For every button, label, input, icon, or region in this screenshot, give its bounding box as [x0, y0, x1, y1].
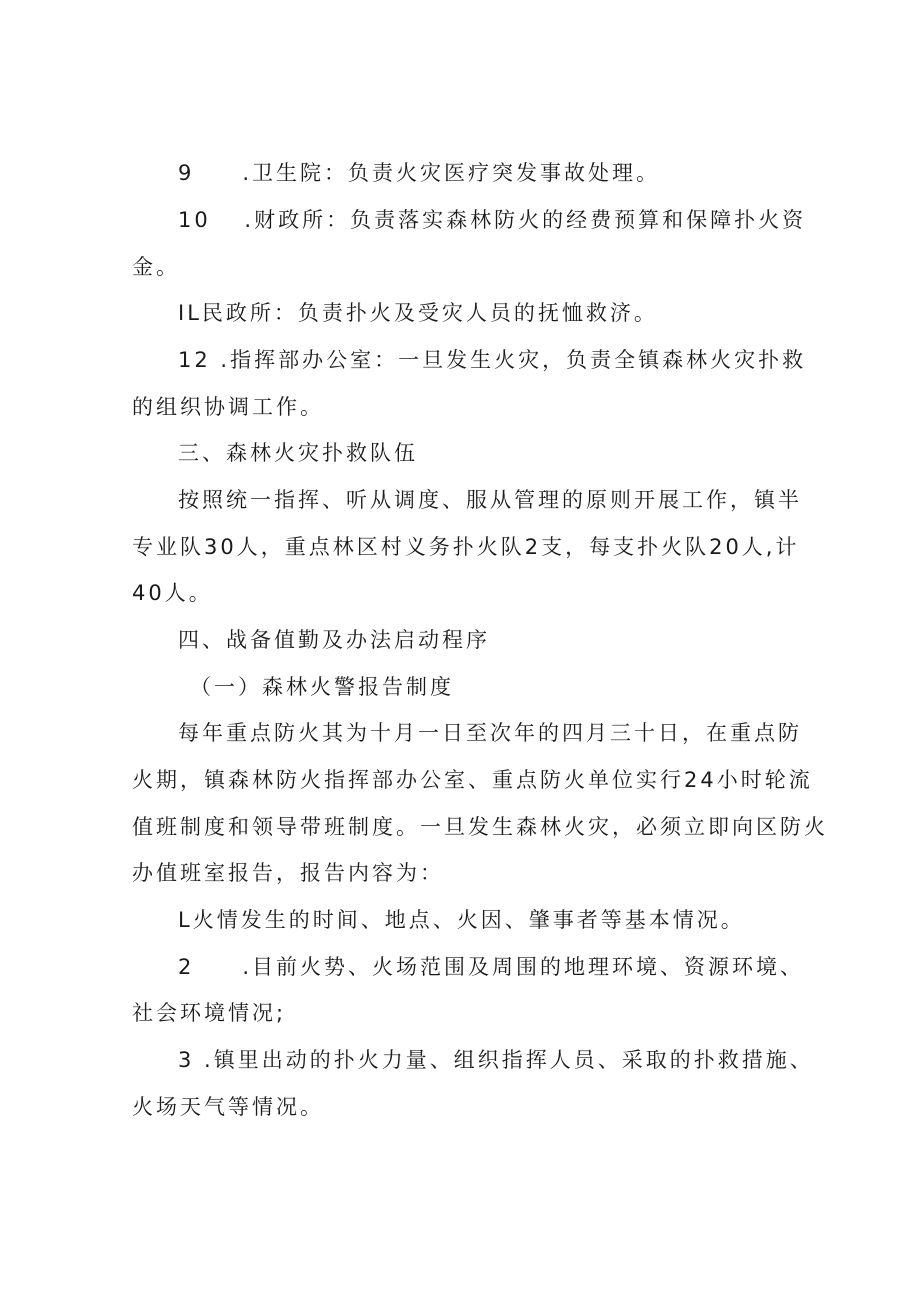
paragraph-line: 40人。: [132, 581, 213, 605]
list-item-report-2: 2 .目前火势、火场范围及周围的地理环境、资源环境、: [178, 955, 805, 979]
paragraph-line: 办值班室报告，报告内容为：: [132, 861, 444, 885]
list-item-finance: 10 .财政所：负责落实森林防火的经费预算和保障扑火资: [178, 208, 807, 232]
list-item-report-1: L火情发生的时间、地点、火因、肇事者等基本情况。: [178, 908, 745, 932]
section-heading-3: 三、森林火灾扑救队伍: [178, 441, 418, 465]
subsection-heading-1: （一）森林火警报告制度: [190, 675, 454, 699]
paragraph-line: 按照统一指挥、听从调度、服从管理的原则开展工作，镇半: [178, 488, 802, 512]
paragraph-line: 值班制度和领导带班制度。一旦发生森林火灾，必须立即向区防火: [132, 815, 828, 839]
list-item-hq-office: 12 .指挥部办公室：一旦发生火灾，负责全镇森林火灾扑救: [178, 348, 807, 372]
paragraph-line: 专业队30人，重点林区村义务扑火队2支，每支扑火队20人,计: [132, 535, 800, 559]
paragraph-line: 每年重点防火其为十月一日至次年的四月三十日，在重点防: [178, 721, 802, 745]
list-item-civil-affairs: IL民政所：负责扑火及受灾人员的抚恤救济。: [178, 301, 658, 325]
list-item-report-3-cont: 火场天气等情况。: [132, 1095, 324, 1119]
paragraph-line: 火期，镇森林防火指挥部办公室、重点防火单位实行24小时轮流: [132, 768, 813, 792]
list-item-report-2-cont: 社会环境情况;: [132, 1001, 287, 1025]
list-item-hq-office-cont: 的组织协调工作。: [132, 395, 324, 419]
list-item-hospital: 9 .卫生院：负责火灾医疗突发事故处理。: [178, 161, 661, 185]
list-item-report-3: 3 .镇里出动的扑火力量、组织指挥人员、采取的扑救措施、: [178, 1048, 814, 1072]
section-heading-4: 四、战备值勤及办法启动程序: [178, 628, 490, 652]
list-item-finance-cont: 金。: [132, 255, 180, 279]
